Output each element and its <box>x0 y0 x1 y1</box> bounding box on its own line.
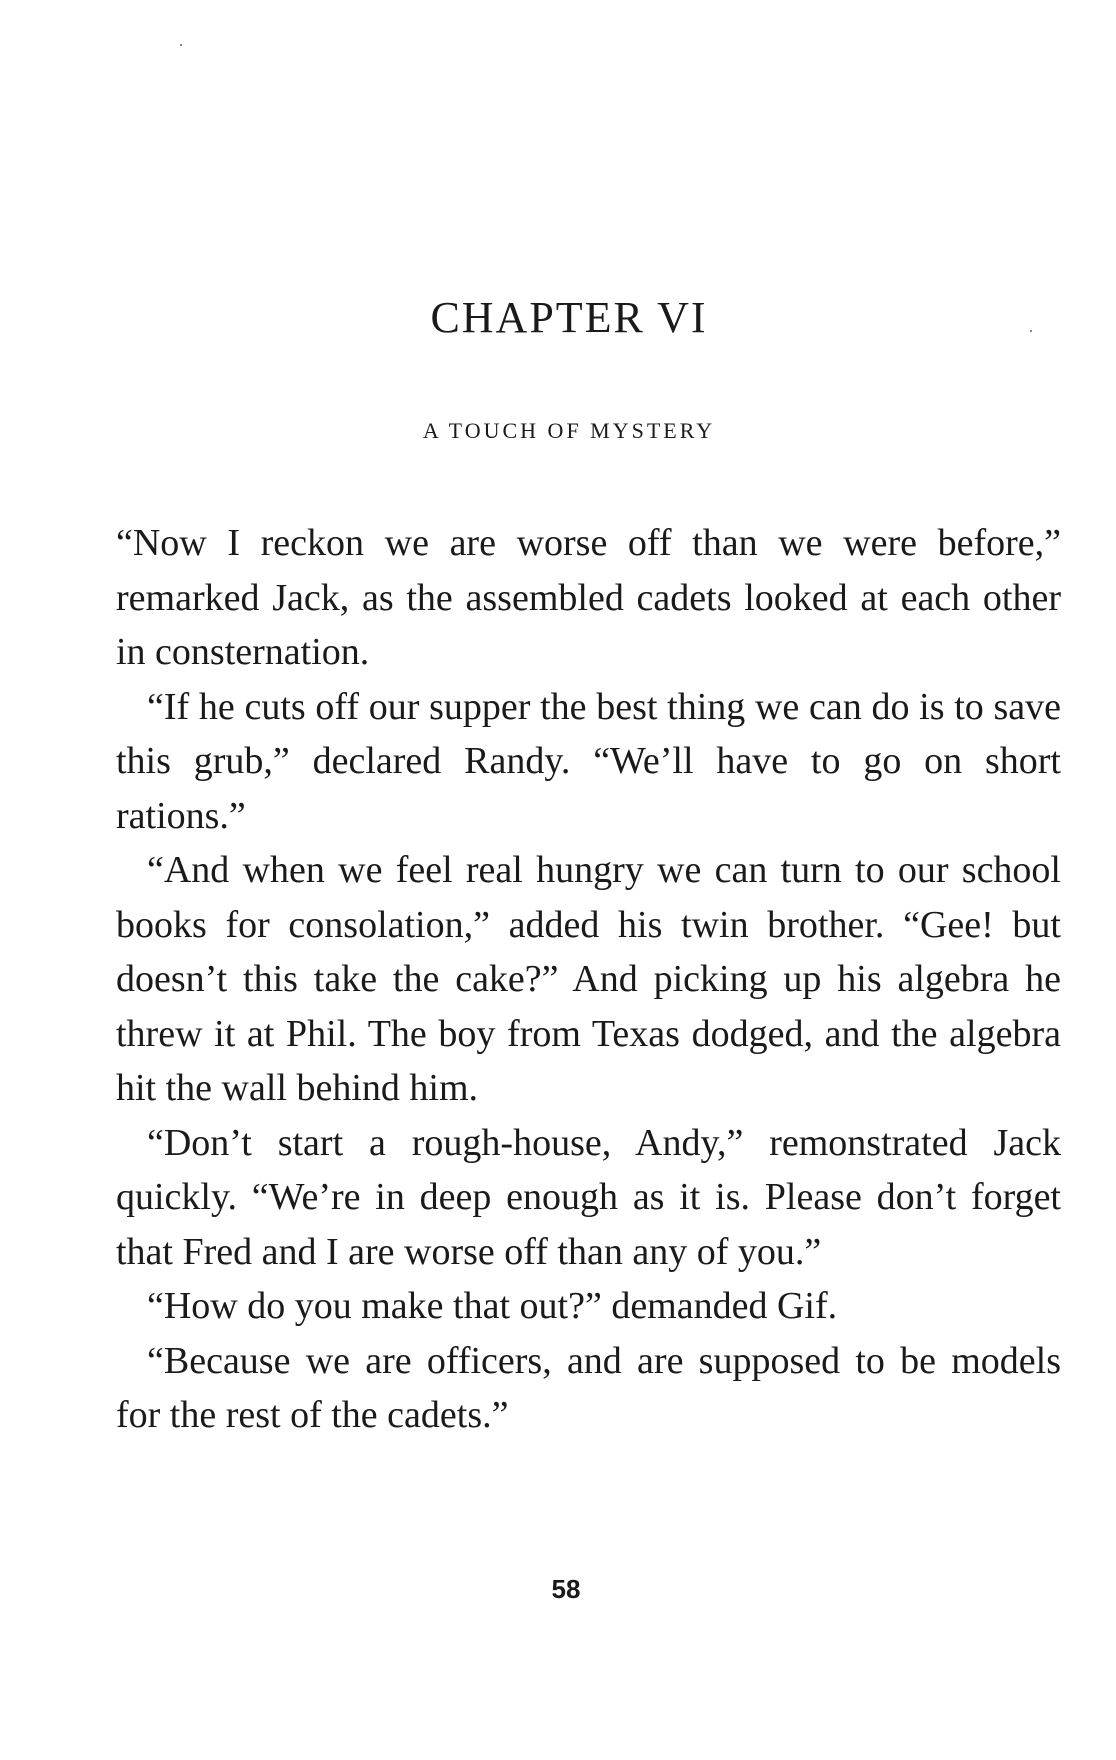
paragraph: “Now I reckon we are worse off than we were before,” remarked Jack, as the assembled cadets looked at each other in consternation. <box>116 522 1061 673</box>
chapter-subtitle: A TOUCH OF MYSTERY <box>422 418 716 443</box>
paragraph: “Because we are officers, and are supposed to be models for the rest of the cadets.” <box>116 1339 1061 1436</box>
paper-speck <box>180 44 182 46</box>
paragraph: “How do you make that out?” demanded Gif. <box>147 1285 838 1327</box>
page-number: 58 <box>551 1574 581 1604</box>
body-text <box>116 516 1061 1443</box>
paragraph: “Don’t start a rough-house, Andy,” remonstrated Jack quickly. “We’re in deep enough as it is. Please don’t forget that Fred and I are worse off than any of you.” <box>116 1121 1061 1273</box>
paragraph: “If he cuts off our supper the best thing we can do is to save this grub,” declared Randy. “We’ll have to go on short rations.” <box>116 685 1061 837</box>
paragraph: “And when we feel real hungry we can turn to our school books for consolation,” added his twin brother. “Gee! but doesn’t this take the cake?” And picking up his algebra he threw it at Phil. The boy from Texas dodged, and the algebra hit the wall behind him. <box>116 849 1061 1109</box>
chapter-title: CHAPTER VI <box>430 293 708 342</box>
